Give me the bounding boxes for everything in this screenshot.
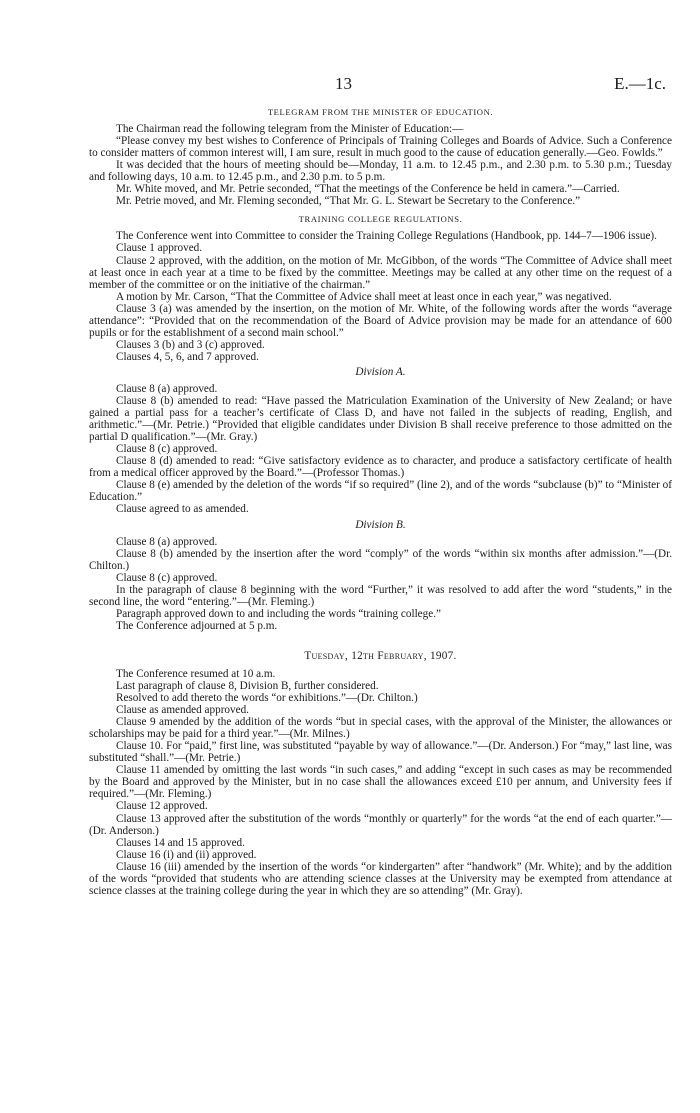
page-number: 13 <box>335 74 352 93</box>
document-body <box>89 100 672 897</box>
tuesday-paragraph: Clause 11 amended by omitting the last words “in such cases,” and adding “except in such cases as may be recommended by the Board and approved by the Minister, but in no case shall the allowances exceed £10 per annum, and University fees if required.”—(Mr. Fleming.) <box>89 764 672 801</box>
telegram-paragraph: Mr. Petrie moved, and Mr. Fleming seconded, “That Mr. G. L. Stewart be Secretary to the Conference.” <box>116 195 581 208</box>
division-b-heading: Division B. <box>355 518 406 531</box>
telegram-paragraph: It was decided that the hours of meeting should be—Monday, 11 a.m. to 12.45 p.m., and 2.30 p.m. to 5.30 p.m.; Tuesday and following days, 10 a.m. to 12.45 p.m., and 2.30 p.m. to 5 p.m. <box>89 159 672 184</box>
tuesday-paragraph: Clauses 14 and 15 approved. <box>116 836 245 849</box>
tuesday-paragraph: Clause 12 approved. <box>116 800 208 813</box>
division-b-paragraph: Clause 8 (b) amended by the insertion after the word “comply” of the words “within six months after admission.”—(Dr. Chilton.) <box>89 547 672 572</box>
tuesday-date-heading: Tuesday, 12th February, 1907. <box>304 649 457 662</box>
tuesday-paragraph: Last paragraph of clause 8, Division B, further considered. <box>116 680 379 693</box>
division-a-heading: Division A. <box>355 365 406 378</box>
tuesday-paragraph: Clause 10. For “paid,” first line, was substituted “payable by way of allowance.”—(Dr. Anderson.) For “may,” last line, was substituted “shall.”—(Mr. Petrie.) <box>89 740 672 765</box>
tuesday-paragraph: Clause 13 approved after the substitution of the words “monthly or quarterly” for the words “at the end of each quarter.”—(Dr. Anderson.) <box>89 812 672 837</box>
division-b-paragraph: Clause 8 (a) approved. <box>116 535 218 548</box>
tuesday-paragraph: Clause as amended approved. <box>116 704 249 717</box>
document-reference: E.—1c. <box>614 74 666 93</box>
telegram-paragraph: Mr. White moved, and Mr. Petrie seconded, “That the meetings of the Conference be held in camera.”—Carried. <box>116 183 620 196</box>
regulations-paragraph: Clause 3 (a) was amended by the insertion, on the motion of Mr. White, of the following words after the words “average attendance”: “Provided that on the recommendation of the Board of Advice provision may be made for an attendance of 600 pupils or for the establishment of a second main school.” <box>89 302 672 339</box>
telegram-heading: TELEGRAM FROM THE MINISTER OF EDUCATION. <box>267 107 494 117</box>
division-a-paragraph: Clause 8 (b) amended to read: “Have passed the Matriculation Examination of the University of New Zealand; or have gained a partial pass for a teacher’s certificate of Class D, and have not failed in the subjects of reading, English, and arithmetic.”—(Mr. Petrie.) “Provided that eligible candidates under Division B shall receive preference to those admitted on the partial D qualification.”—(Mr. Gray.) <box>89 395 672 444</box>
tuesday-paragraph: Resolved to add thereto the words “or exhibitions.”—(Dr. Chilton.) <box>116 692 418 705</box>
telegram-paragraph: “Please convey my best wishes to Conference of Principals of Training Colleges and Boards of Advice. Such a Conference to consider matters of common interest will, I am sure, result in much good to the cause of education generally.—Geo. Fowlds.” <box>89 135 672 160</box>
division-b-paragraph: Clause 8 (c) approved. <box>116 571 218 584</box>
tuesday-paragraph: The Conference resumed at 10 a.m. <box>116 667 276 680</box>
telegram-paragraph: The Chairman read the following telegram from the Minister of Education:— <box>116 123 464 136</box>
division-a-paragraph: Clause 8 (a) approved. <box>116 382 218 395</box>
page-header <box>0 74 700 94</box>
tuesday-paragraph: Clause 16 (i) and (ii) approved. <box>116 848 257 861</box>
regulations-paragraph: Clauses 4, 5, 6, and 7 approved. <box>116 350 259 363</box>
division-b-paragraph: The Conference adjourned at 5 p.m. <box>116 619 278 632</box>
tuesday-paragraph: Clause 16 (iii) amended by the insertion of the words “or kindergarten” after “handwork” (Mr. White); and by the addition of the words “provided that students who are attending science classes at the University may be exempted from attendance at science classes at the training college during the year in which they are so attending” (Mr. Gray). <box>89 860 672 897</box>
division-a-paragraph: Clause 8 (d) amended to read: “Give satisfactory evidence as to character, and produce a satisfactory certificate of health from a medical officer approved by the Board.”—(Professor Thomas.) <box>89 455 672 480</box>
regulations-paragraph: A motion by Mr. Carson, “That the Committee of Advice shall meet at least once in each year,” was negatived. <box>116 290 612 303</box>
regulations-paragraph: Clause 2 approved, with the addition, on the motion of Mr. McGibbon, of the words “The Committee of Advice shall meet at least once in each year at a time to be fixed by the committee. Meetings may be called at any other time on the request of a member of the committee or on the initiative of the chairman.” <box>89 254 672 291</box>
division-b-paragraph: In the paragraph of clause 8 beginning with the word “Further,” it was resolved to add after the word “students,” in the second line, the word “entering.”—(Mr. Fleming.) <box>89 583 672 608</box>
division-a-paragraph: Clause agreed to as amended. <box>116 503 249 516</box>
division-a-paragraph: Clause 8 (e) amended by the deletion of the words “if so required” (line 2), and of the words “subclause (b)” to “Minister of Education.” <box>89 479 672 504</box>
division-a-paragraph: Clause 8 (c) approved. <box>116 443 218 456</box>
division-b-paragraph: Paragraph approved down to and including the words “training college.” <box>116 607 441 620</box>
regulations-paragraph: The Conference went into Committee to consider the Training College Regulations (Handbook, pp. 144–7—1906 issue). <box>116 230 657 243</box>
regulations-paragraph: Clauses 3 (b) and 3 (c) approved. <box>116 338 265 351</box>
regulations-heading: TRAINING COLLEGE REGULATIONS. <box>298 214 463 225</box>
regulations-paragraph: Clause 1 approved. <box>116 242 203 255</box>
tuesday-paragraph: Clause 9 amended by the addition of the words “but in special cases, with the approval of the Minister, the allowances or scholarships may be paid for a third year.”—(Mr. Milnes.) <box>89 716 672 741</box>
